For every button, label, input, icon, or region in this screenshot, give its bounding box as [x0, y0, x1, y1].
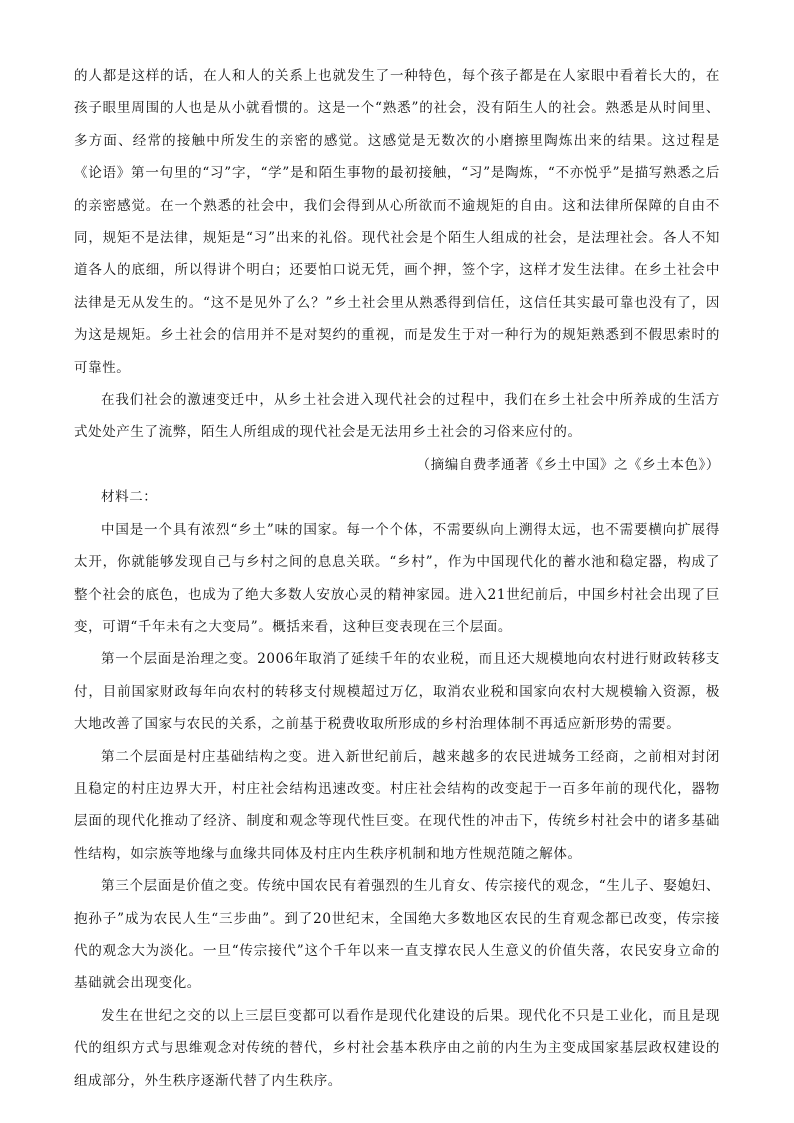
paragraph-7: 发生在世纪之交的以上三层巨变都可以看作是现代化建设的后果。现代化不只是工业化，而且是现代的组织方式与思维观念对传统的替代，乡村社会基本秩序由之前的内生为主变成国家基层政权建设的组成部分，外生秩序逐渐代替了内生秩序。	[74, 1007, 720, 1089]
paragraph-3: 中国是一个具有浓烈“乡土”味的国家。每一个个体，不需要纵向上溯得太远，也不需要横向扩展得太开，你就能够发现自己与乡村之间的息息关联。“乡村”，作为中国现代化的蓄水池和稳定器，构成了整个社会的底色，也成为了绝大多数人安放心灵的精神家园。进入21世纪前后，中国乡村社会出现了巨变，可谓“千年未有之大变局”。概括来看，这种巨变表现在三个层面。	[74, 521, 720, 635]
paragraph-5: 第二个层面是村庄基础结构之变。进入新世纪前后，越来越多的农民进城务工经商，之前相对封闭且稳定的村庄边界大开，村庄社会结构迅速改变。村庄社会结构的改变起于一百多年前的现代化，器物层面的现代化推动了经济、制度和观念等现代性巨变。在现代性的冲击下，传统乡村社会中的诸多基础性结构，如宗族等地缘与血缘共同体及村庄内生秩序机制和地方性规范随之解体。	[74, 748, 720, 862]
material-label: 材料二：	[101, 489, 158, 506]
paragraph-4: 第一个层面是治理之变。2006年取消了延续千年的农业税，而且还大规模地向农村进行财政转移支付，目前国家财政每年向农村的转移支付规模超过万亿，取消农业税和国家向农村大规模输入资源，极大地改善了国家与农民的关系，之前基于税费收取所形成的乡村治理体制不再适应新形势的需要。	[74, 651, 720, 733]
paragraph-2: 在我们社会的激速变迁中，从乡土社会进入现代社会的过程中，我们在乡土社会中所养成的生活方式处处产生了流弊，陌生人所组成的现代社会是无法用乡土社会的习俗来应付的。	[74, 392, 720, 441]
source-citation: （摘编自费孝通著《乡土中国》之《乡土本色》）	[416, 456, 720, 473]
paragraph-6: 第三个层面是价值之变。传统中国农民有着强烈的生儿育女、传宗接代的观念，“生儿子、娶媳妇、抱孙子”成为农民人生“三步曲”。到了20世纪末，全国绝大多数地区农民的生育观念都已改变，传宗接代的观念大为淡化。一旦“传宗接代”这个千年以来一直支撑农民人生意义的价值失落，农民安身立命的基础就会出现变化。	[74, 878, 720, 992]
document-page	[74, 60, 720, 1097]
paragraph-1: 的人都是这样的话，在人和人的关系上也就发生了一种特色，每个孩子都是在人家眼中看着长大的，在孩子眼里周围的人也是从小就看惯的。这是一个“熟悉”的社会，没有陌生人的社会。熟悉是从时间里、多方面、经常的接触中所发生的亲密的感觉。这感觉是无数次的小磨擦里陶炼出来的结果。这过程是《论语》第一句里的“习”字，“学”是和陌生事物的最初接触，“习”是陶炼，“不亦悦乎”是描写熟悉之后的亲密感觉。在一个熟悉的社会中，我们会得到从心所欲而不逾规矩的自由。这和法律所保障的自由不同，规矩不是法律，规矩是“习”出来的礼俗。现代社会是个陌生人组成的社会，是法理社会。各人不知道各人的底细，所以得讲个明白；还要怕口说无凭，画个押，签个字，这样才发生法律。在乡土社会中法律是无从发生的。“这不是见外了么？”乡土社会里从熟悉得到信任，这信任其实最可靠也没有了，因为这是规矩。乡土社会的信用并不是对契约的重视，而是发生于对一种行为的规矩熟悉到不假思索时的可靠性。	[74, 68, 720, 376]
